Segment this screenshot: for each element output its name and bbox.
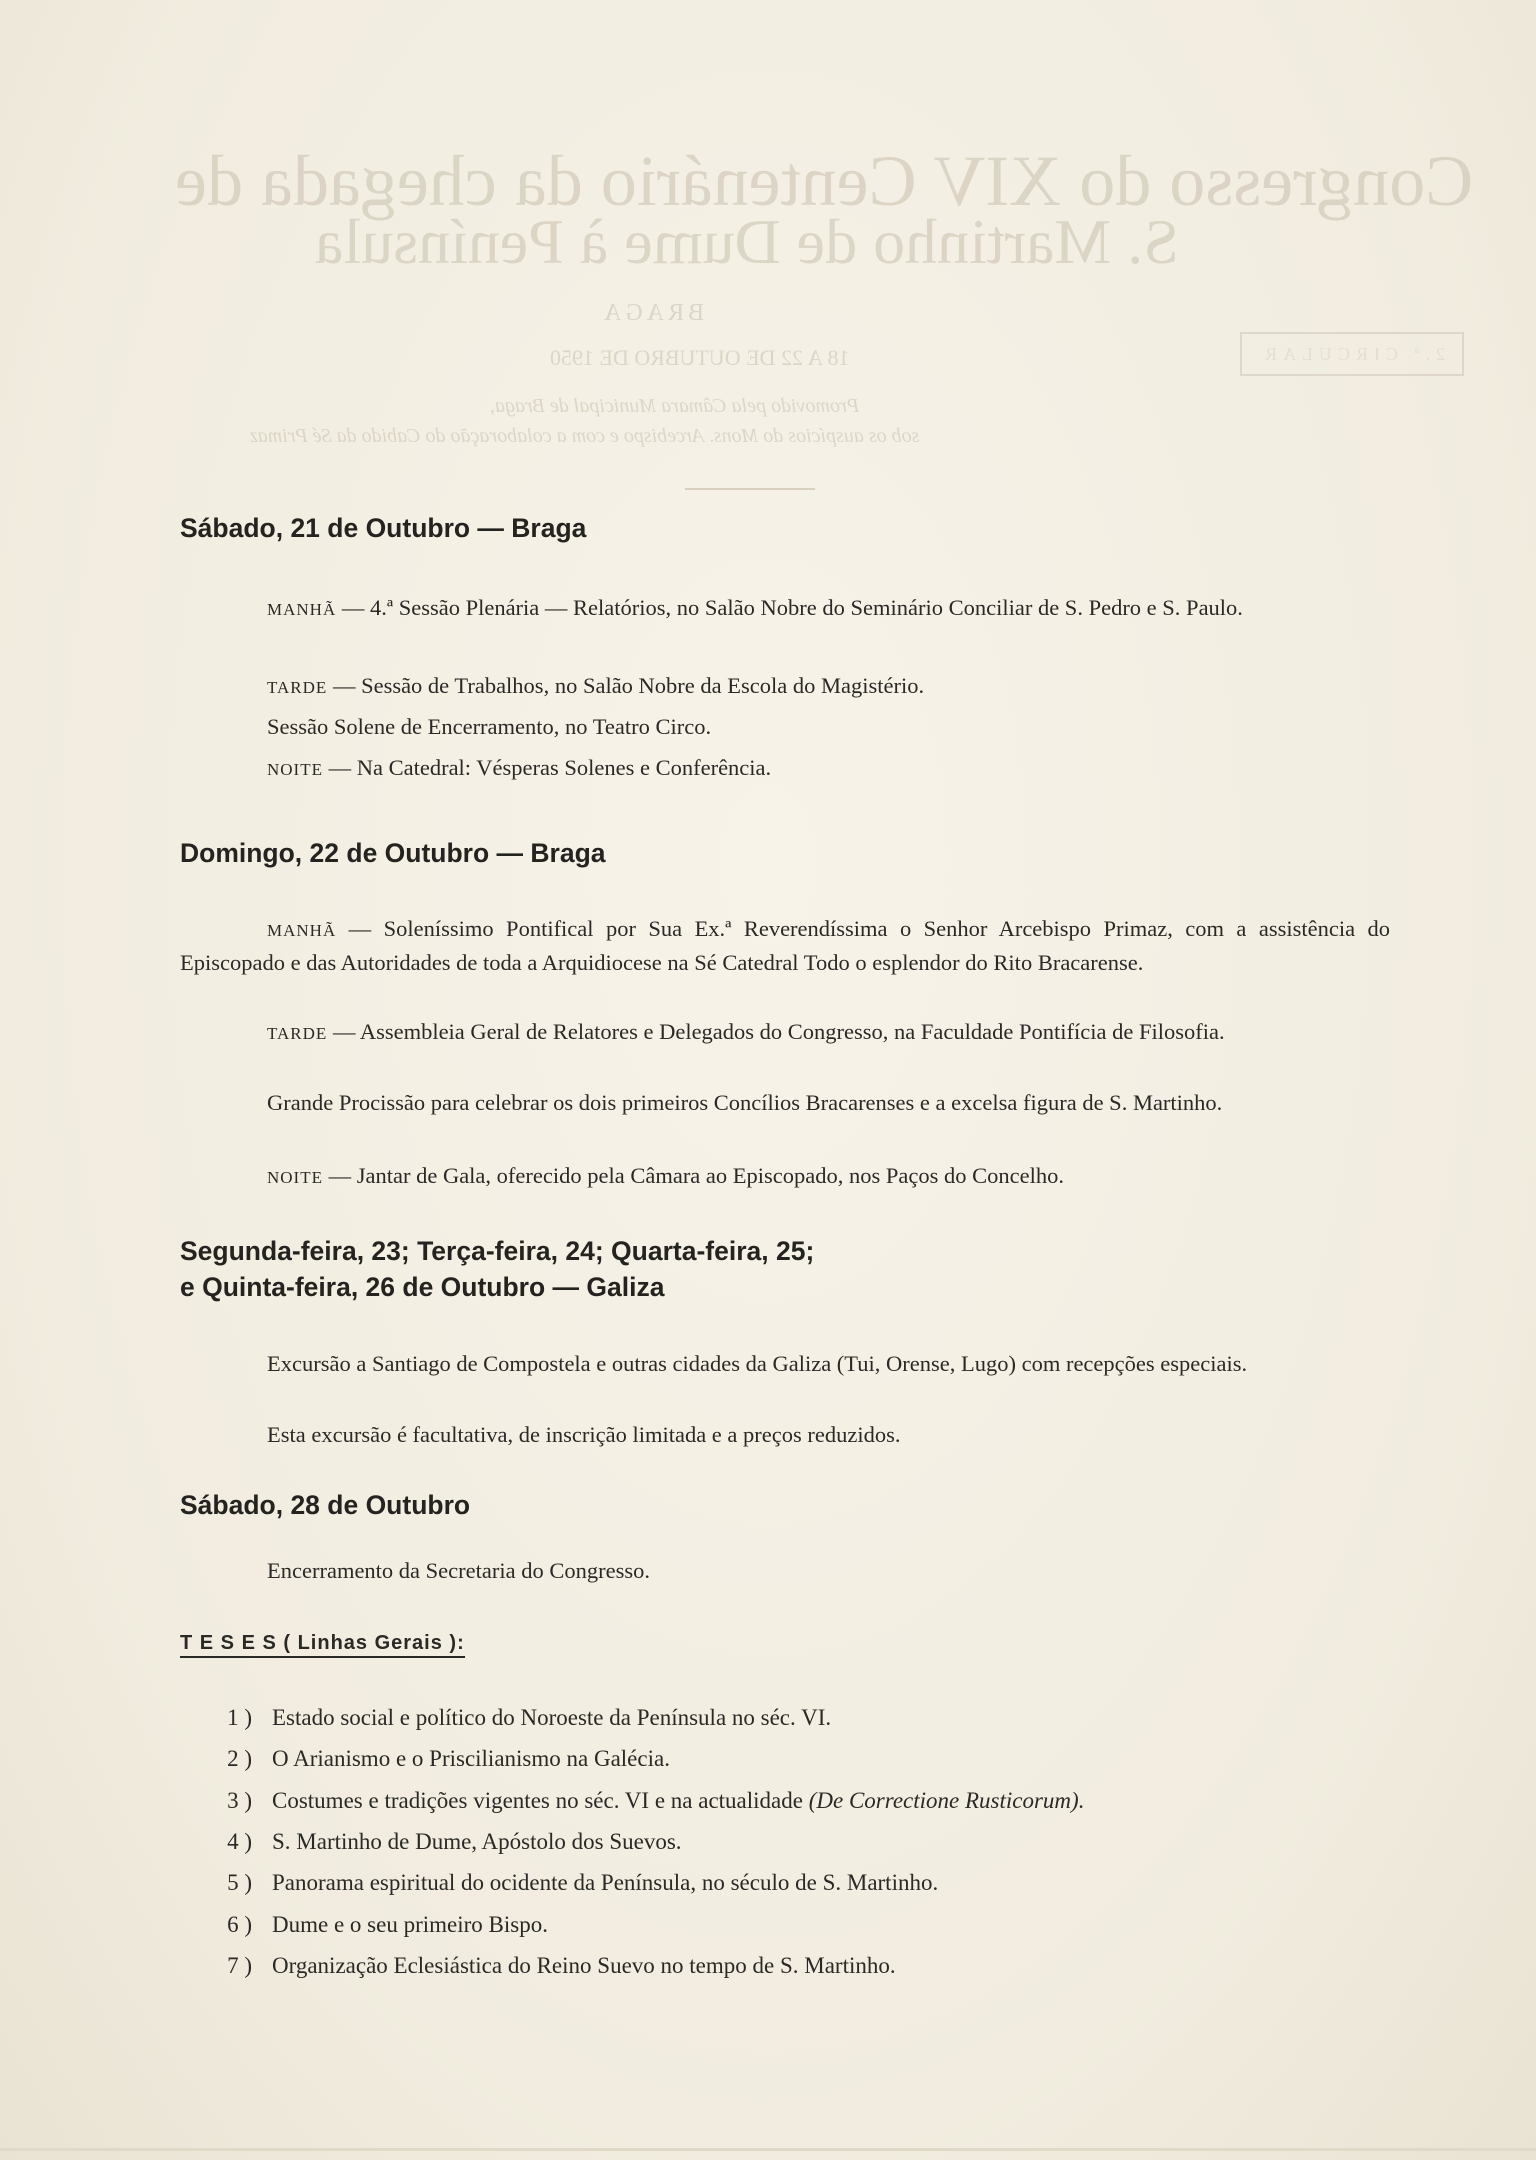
- entry-text: — Na Catedral: Vésperas Solenes e Conferência.: [328, 755, 772, 780]
- entry-text: — Soleníssimo Pontifical por Sua Ex.ª Reverendíssima o Senhor Arcebispo Primaz, com a assistência do Episcopado e das Autoridades de toda a Arquidiocese na Sé Catedral Todo o esplendor do Rito Bracarense.: [180, 916, 1390, 975]
- thesis-number: 7 ): [227, 1953, 252, 1978]
- bleed-dates: 18 A 22 DE OUTUBRO DE 1950: [550, 345, 850, 370]
- section-heading-galiza-line2: e Quinta-feira, 26 de Outubro — Galiza: [180, 1272, 665, 1302]
- thesis-text: S. Martinho de Dume, Apóstolo dos Suevos.: [272, 1829, 682, 1854]
- thesis-text: Dume e o seu primeiro Bispo.: [272, 1912, 548, 1937]
- entry-label: MANHÃ: [267, 921, 337, 940]
- bleed-auspices: sob os auspícios do Mons. Arcebispo e com a colaboração do Cabido da Sé Primaz: [250, 425, 920, 447]
- thesis-number: 6 ): [227, 1912, 252, 1937]
- thesis-item: [192, 1912, 1412, 1938]
- schedule-entry: [180, 592, 1390, 626]
- section-heading-saturday-21: Sábado, 21 de Outubro — Braga: [180, 513, 587, 543]
- bleed-rule: [685, 488, 815, 490]
- thesis-item: [192, 1705, 1412, 1731]
- thesis-italic-title: (De Correctione Rusticorum).: [808, 1788, 1085, 1813]
- schedule-entry: [180, 711, 1390, 743]
- section-heading-saturday-28: Sábado, 28 de Outubro: [180, 1490, 471, 1520]
- thesis-item: [192, 1870, 1412, 1896]
- entry-label: NOITE: [267, 760, 323, 779]
- bleed-title-line1: Congresso do XIV Centenário da chegada de: [175, 141, 1474, 221]
- entry-text: Excursão a Santiago de Compostela e outras cidades da Galiza (Tui, Orense, Lugo) com recepções especiais.: [267, 1351, 1248, 1376]
- thesis-item: [192, 1953, 1412, 1979]
- bleed-circular-label: 2.ª CIRCULAR: [1259, 344, 1445, 364]
- thesis-text: O Arianismo e o Priscilianismo na Galécia.: [272, 1746, 670, 1771]
- schedule-entry: [180, 1160, 1390, 1194]
- schedule-entry: [180, 1419, 1390, 1451]
- paper-fold-line: [0, 2148, 1536, 2151]
- teses-title: T E S E S ( Linhas Gerais ):: [180, 1632, 465, 1658]
- entry-label: MANHÃ: [267, 600, 337, 619]
- bleed-city: BRAGA: [600, 300, 705, 326]
- entry-label: NOITE: [267, 1168, 323, 1187]
- entry-text: — Assembleia Geral de Relatores e Delegados do Congresso, na Faculdade Pontifícia de Filosofia.: [332, 1019, 1225, 1044]
- thesis-item: [192, 1788, 1412, 1814]
- thesis-item: [192, 1746, 1412, 1772]
- thesis-item: [192, 1829, 1412, 1855]
- schedule-entry: [180, 1348, 1390, 1380]
- thesis-number: 5 ): [227, 1870, 252, 1895]
- thesis-number: 2 ): [227, 1746, 252, 1771]
- thesis-number: 3 ): [227, 1788, 252, 1813]
- schedule-entry: [180, 1016, 1390, 1050]
- entry-text: Sessão Solene de Encerramento, no Teatro Circo.: [267, 714, 712, 739]
- bleed-circular-box: [1240, 332, 1464, 376]
- thesis-text: Estado social e político do Noroeste da Península no séc. VI.: [272, 1705, 832, 1730]
- entry-text: — Jantar de Gala, oferecido pela Câmara ao Episcopado, nos Paços do Concelho.: [328, 1163, 1064, 1188]
- entry-text: — Sessão de Trabalhos, no Salão Nobre da Escola do Magistério.: [332, 673, 925, 698]
- schedule-entry: [180, 1087, 1390, 1119]
- thesis-number: 1 ): [227, 1705, 252, 1730]
- entry-text: Esta excursão é facultativa, de inscrição limitada e a preços reduzidos.: [267, 1422, 901, 1447]
- bleed-sponsor: Promovido pela Câmara Municipal de Braga,: [490, 395, 860, 417]
- entry-text: — 4.ª Sessão Plenária — Relatórios, no Salão Nobre do Seminário Conciliar de S. Pedro e S. Paulo.: [341, 595, 1243, 620]
- bleed-title-line2: S. Martinho de Dume à Península: [315, 206, 1179, 277]
- entry-label: TARDE: [267, 678, 328, 697]
- schedule-entry: [180, 670, 1390, 704]
- thesis-text: Organização Eclesiástica do Reino Suevo no tempo de S. Martinho.: [272, 1953, 896, 1978]
- schedule-entry: [180, 752, 1390, 786]
- section-heading-sunday-22: Domingo, 22 de Outubro — Braga: [180, 838, 606, 868]
- entry-label: TARDE: [267, 1024, 328, 1043]
- section-heading-galiza-line1: Segunda-feira, 23; Terça-feira, 24; Quarta-feira, 25;: [180, 1236, 815, 1266]
- thesis-number: 4 ): [227, 1829, 252, 1854]
- entry-text: Grande Procissão para celebrar os dois primeiros Concílios Bracarenses e a excelsa figura de S. Martinho.: [267, 1090, 1223, 1115]
- thesis-text: Panorama espiritual do ocidente da Península, no século de S. Martinho.: [272, 1870, 939, 1895]
- schedule-entry: [180, 1555, 1390, 1587]
- entry-text: Encerramento da Secretaria do Congresso.: [267, 1558, 650, 1583]
- schedule-entry: [180, 913, 1390, 979]
- thesis-text: Costumes e tradições vigentes no séc. VI e na actualidade: [272, 1788, 803, 1813]
